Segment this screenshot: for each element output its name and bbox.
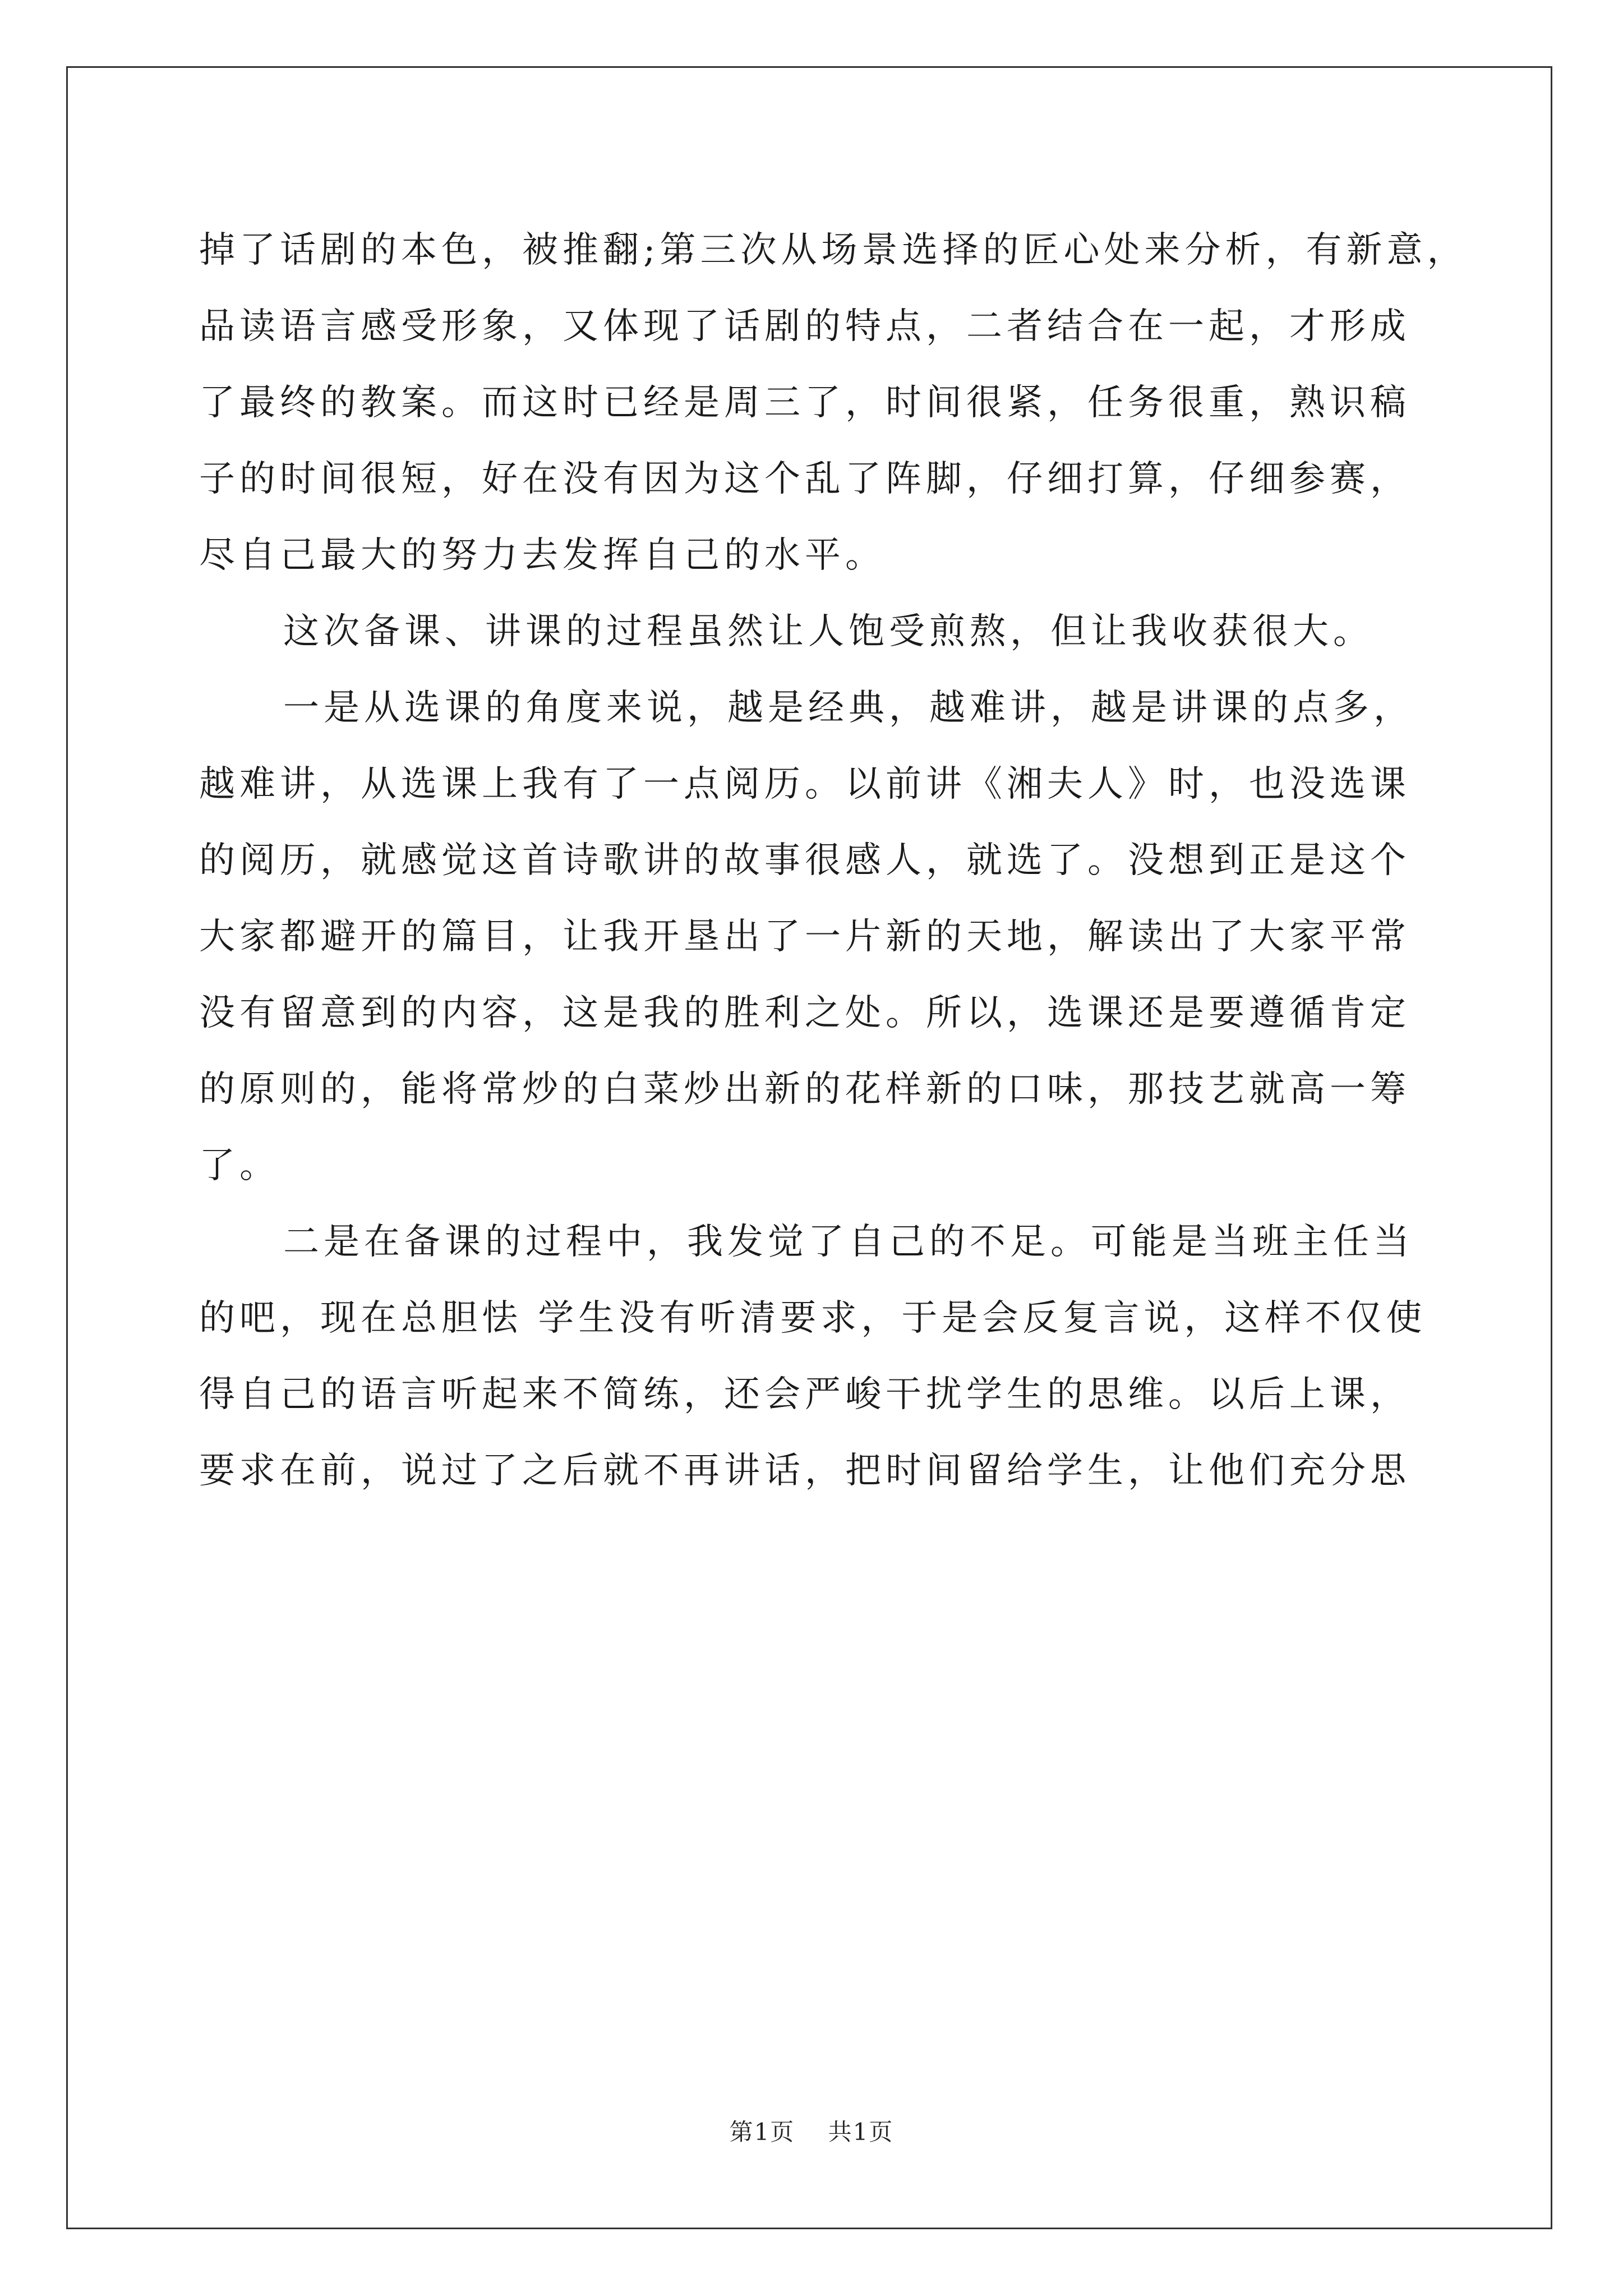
text-line: 掉了话剧的本色，被推翻;第三次从场景选择的匠心处来分析，有新意， — [199, 229, 1468, 271]
text-line: 品读语言感受形象，又体现了话剧的特点，二者结合在一起，才形成 — [199, 306, 1410, 347]
page-number: 第1页 — [729, 2118, 795, 2146]
text-line: 二是在备课的过程中，我发觉了自己的不足。可能是当班主任当 — [283, 1221, 1414, 1263]
text-line: 要求在前，说过了之后就不再讲话，把时间留给学生，让他们充分思 — [199, 1450, 1410, 1492]
text-line: 得自己的语言听起来不简练，还会严峻干扰学生的思维。以后上课， — [199, 1374, 1410, 1415]
text-line: 一是从选课的角度来说，越是经典，越难讲，越是讲课的点多， — [283, 687, 1414, 729]
text-line: 这次备课、讲课的过程虽然让人饱受煎熬，但让我收获很大。 — [283, 611, 1373, 652]
page-footer — [0, 2114, 1623, 2147]
text-line: 了最终的教案。而这时已经是周三了，时间很紧，任务很重，熟识稿 — [199, 382, 1410, 424]
text-line: 没有留意到的内容，这是我的胜利之处。所以，选课还是要遵循肯定 — [199, 992, 1410, 1034]
document-body — [199, 212, 1468, 1509]
text-line: 子的时间很短，好在没有因为这个乱了阵脚，仔细打算，仔细参赛， — [199, 458, 1410, 500]
text-line: 的吧，现在总胆怯 学生没有听清要求，于是会反复言说，这样不仅使 — [199, 1297, 1427, 1339]
text-line: 越难讲，从选课上我有了一点阅历。以前讲《湘夫人》时，也没选课 — [199, 763, 1410, 805]
text-line: 尽自己最大的努力去发挥自己的水平。 — [199, 535, 886, 576]
text-line: 了。 — [199, 1145, 280, 1186]
page-total: 共1页 — [828, 2118, 894, 2146]
text-line: 的阅历，就感觉这首诗歌讲的故事很感人，就选了。没想到正是这个 — [199, 840, 1410, 881]
text-line: 的原则的，能将常炒的白菜炒出新的花样新的口味，那技艺就高一筹 — [199, 1069, 1410, 1110]
text-line: 大家都避开的篇目，让我开垦出了一片新的天地，解读出了大家平常 — [199, 916, 1410, 958]
